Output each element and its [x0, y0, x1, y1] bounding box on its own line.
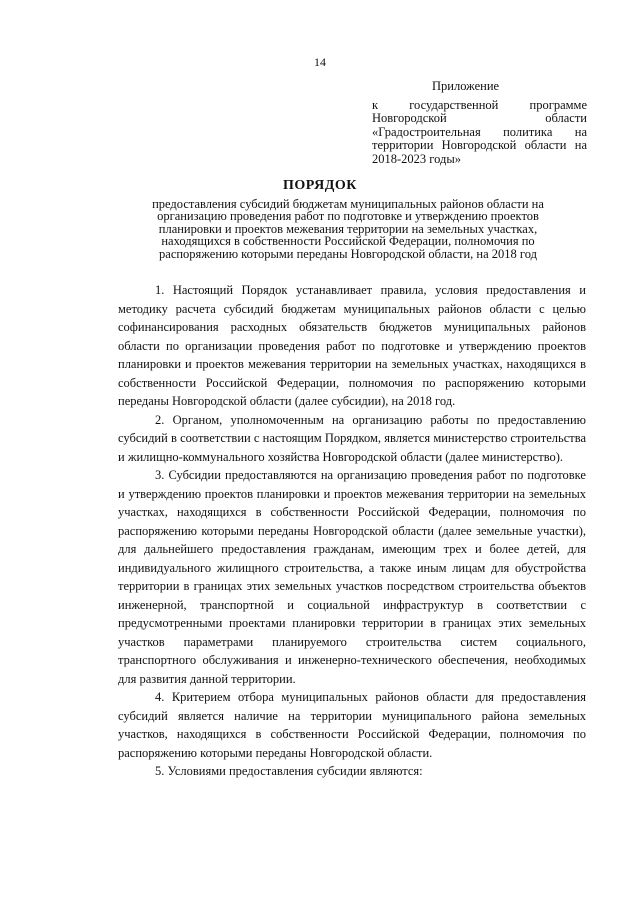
paragraph-5: 5. Условиями предоставления субсидии являются:: [155, 764, 423, 778]
appendix-block: [372, 80, 587, 166]
paragraph-4: 4. Критерием отбора муниципальных районов области для предоставления субсидий является наличие на территории муниципального района земельных участков, находящихся в собственности Российской Федерации, полномочия по распоряжению которыми переданы Новгородской области.: [118, 690, 586, 760]
document-title: ПОРЯДОК: [283, 178, 357, 193]
paragraph-1: 1. Настоящий Порядок устанавливает правила, условия предоставления и методику расчета субсидий бюджетам муниципальных районов области с целью софинансирования расходных обязательств бюджетов муниципальных районов области по организации проведения работ по подготовке и утверждению проектов планировки и проектов межевания территории на земельных участках, находящихся в собственности Российской Федерации, полномочия по распоряжению которыми переданы Новгородской области (далее субсидии), на 2018 год.: [118, 283, 586, 408]
page-number: 14: [314, 55, 326, 69]
document-subtitle: предоставления субсидий бюджетам муниципальных районов области на организацию проведения работ по подготовке и утверждению проектов планировки и проектов межевания территории на земельных участках, находящихся в собственности Российской Федерации, полномочия по распоряжению которыми переданы Новгородской области, на 2018 год: [152, 197, 544, 261]
paragraph-2: 2. Органом, уполномоченным на организацию работы по предоставлению субсидий в соответствии с настоящим Порядком, является министерство строительства и жилищно-коммунального хозяйства Новгородской области (далее министерство).: [118, 412, 586, 464]
document-body: [118, 281, 586, 781]
appendix-title: Приложение: [432, 79, 500, 93]
appendix-text: к государственной программе Новгородской области «Градостроительная политика на территории Новгородской области на 2018-2023 годы»: [372, 97, 587, 166]
paragraph-3: 3. Субсидии предоставляются на организацию проведения работ по подготовке и утверждению проектов планировки и проектов межевания территории на земельных участках, находящихся в собственности Российской Федерации, полномочия по распоряжению которыми переданы Новгородской области (далее земельные участки), для дальнейшего предоставления гражданам, имеющим трех и более детей, для индивидуального жилищного строительства, а также иным лицам для обустройства территории в границах этих земельных участков посредством строительства объектов инженерной, транспортной и социальной инфраструктур в соответствии с предусмотренными проектами планировки территории в границах этих земельных участков параметрами планируемого строительства систем социального, транспортного обслуживания и инженерно-технического обеспечения, необходимых для развития данной территории.: [118, 468, 586, 686]
